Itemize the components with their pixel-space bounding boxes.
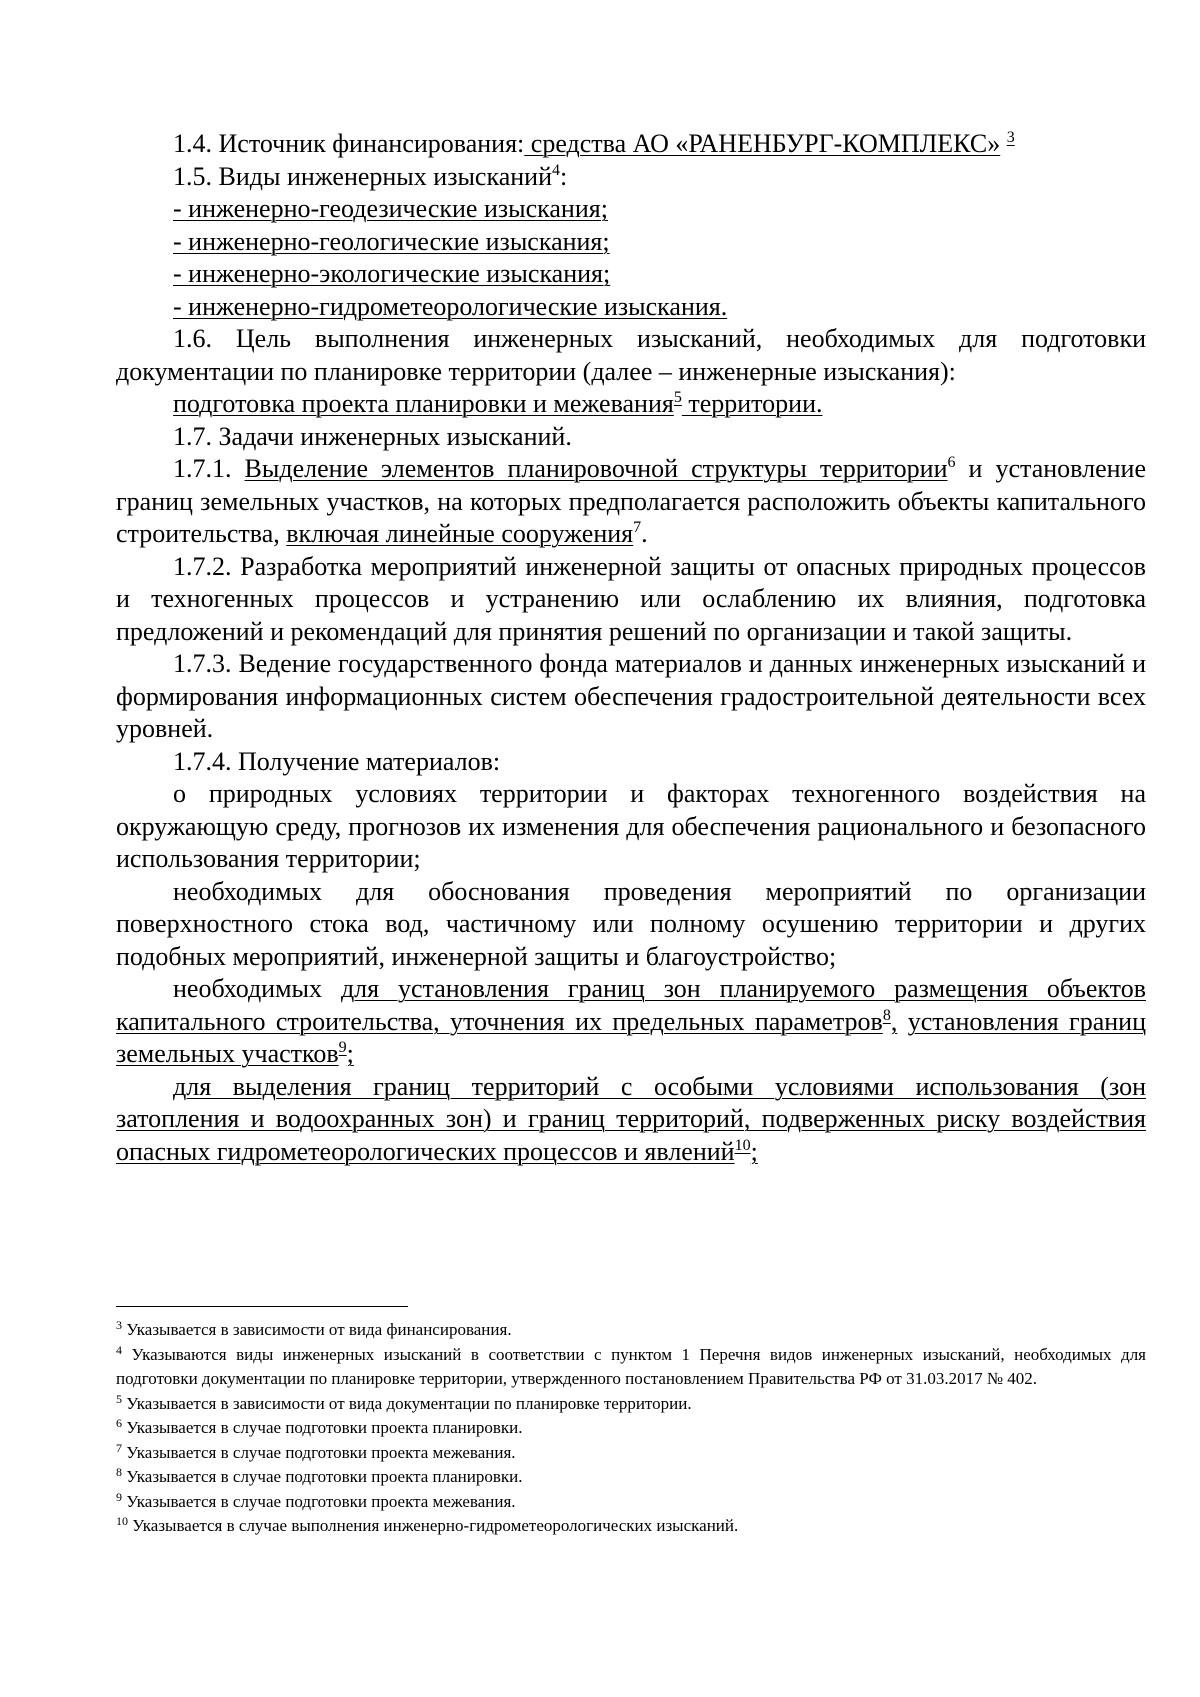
purpose-text-end: территории.: [681, 389, 823, 418]
footnote-ref-6: 6: [947, 454, 956, 471]
task-text: Выделение элементов планировочной структуры территории: [244, 454, 948, 483]
survey-type-text: - инженерно-геодезические изыскания;: [173, 194, 608, 223]
survey-type-text: - инженерно-экологические изыскания;: [173, 259, 611, 288]
footnote-text: Указывается в случае выполнения инженерно-гидрометеорологических изысканий.: [128, 1516, 739, 1535]
survey-type-item: [116, 258, 1146, 291]
footnote-number: 6: [116, 1416, 122, 1430]
task-text: включая линейные сооружения: [286, 519, 634, 548]
item-number: 1.7.1.: [173, 454, 245, 483]
footnote-text: Указывается в зависимости от вида документации по планировке территории.: [122, 1393, 692, 1413]
footnote-text: Указывается в случае подготовки проекта планировки.: [122, 1467, 523, 1486]
materials-item: [116, 973, 1146, 1071]
section-1-7-heading: 1.7. Задачи инженерных изысканий.: [173, 421, 572, 451]
section-1-6: 1.6. Цель выполнения инженерных изысканий, необходимых для подготовки документации по планировке территории (далее – инженерные изыскания):: [116, 324, 1146, 386]
footnote-number: 9: [116, 1489, 122, 1504]
materials-item: необходимых для обоснования проведения мероприятий по организации поверхностного стока вод, частичному или полному осушению территории и других подобных мероприятий, инженерной защиты и благоустройство;: [116, 876, 1146, 971]
footnote-text: Указываются виды инженерных изысканий в соответствии с пунктом 1 Перечня видов инженерных изысканий, необходимых для подготовки документации по планировке территории, утвержденного постановлением Правительства РФ от 31.03.2017 № 402.: [116, 1344, 1146, 1388]
materials-text: необходимых: [173, 974, 341, 1003]
footnote-number: 8: [116, 1465, 122, 1479]
financing-label: 1.4. Источник финансирования:: [173, 129, 525, 158]
section-1-4: [116, 128, 1146, 161]
footnotes: [116, 1318, 1146, 1539]
materials-item: [116, 1071, 1146, 1169]
footnote: [116, 1392, 1146, 1417]
task-text: и установление границ земельных участков, на которых предполагается расположить объекты капитального строительства,: [116, 454, 1146, 548]
comma: ,: [890, 1006, 898, 1036]
footnote-text: Указывается в случае подготовки проекта планировки.: [122, 1418, 523, 1437]
footnote: [116, 1490, 1146, 1515]
footnote: [116, 1416, 1146, 1441]
survey-type-item: [116, 226, 1146, 259]
semicolon: ;: [346, 1039, 354, 1068]
section-1-5: [116, 161, 1146, 194]
financing-source: средства АО «РАНЕНБУРГ-КОМПЛЕКС»: [524, 129, 1001, 158]
footnote: [116, 1514, 1146, 1539]
footnote: [116, 1343, 1146, 1392]
period: .: [641, 519, 648, 548]
footnote: [116, 1441, 1146, 1466]
section-1-7-4-heading: 1.7.4. Получение материалов:: [173, 746, 501, 776]
purpose-text: подготовка проекта планировки и межевания: [173, 389, 674, 418]
footnote-ref-9: 9: [338, 1039, 347, 1056]
colon: :: [560, 161, 568, 191]
section-1-7-1: [116, 453, 1146, 551]
survey-type-item: [116, 291, 1146, 324]
footnote-ref-10: 10: [734, 1136, 751, 1154]
footnote-ref-5: 5: [673, 389, 682, 406]
footnote-number: 10: [116, 1514, 128, 1528]
footnote: [116, 1318, 1146, 1343]
footnote-ref-7: 7: [633, 519, 642, 536]
footnote-text: Указывается в зависимости от вида финансирования.: [122, 1320, 512, 1339]
footnote-number: 7: [116, 1440, 122, 1455]
survey-type-item: [116, 193, 1146, 226]
footnote-separator: [116, 1306, 408, 1307]
section-1-7-3: 1.7.3. Ведение государственного фонда материалов и данных инженерных изысканий и формирования информационных систем обеспечения градостроительной деятельности всех уровней.: [116, 649, 1146, 743]
footnote: [116, 1465, 1146, 1490]
footnote-number: 3: [116, 1318, 122, 1332]
materials-text: для выделения границ территорий с особыми условиями использования (зон затопления и водоохранных зон) и границ территорий, подверженных риску воздействия опасных гидрометеорологических процессов и явлений: [116, 1071, 1146, 1166]
main-text: [116, 128, 1146, 1168]
semicolon: ;: [750, 1136, 758, 1166]
materials-item: о природных условиях территории и факторах техногенного воздействия на окружающую среду, прогнозов их изменения для обеспечения рационального и безопасного использования территории;: [116, 779, 1146, 873]
footnote-number: 5: [116, 1391, 122, 1406]
footnote-ref-4: 4: [552, 161, 560, 179]
survey-types-label: 1.5. Виды инженерных изысканий: [173, 161, 552, 191]
materials-text: установления границ земельных участков: [116, 1006, 1147, 1068]
materials-text: для установления границ зон планируемого размещения объектов капитального строительства, уточнения их предельных параметров: [116, 974, 1146, 1036]
survey-type-text: - инженерно-гидрометеорологические изыскания.: [173, 291, 728, 321]
footnote-text: Указывается в случае подготовки проекта межевания.: [122, 1491, 516, 1511]
footnote-text: Указывается в случае подготовки проекта межевания.: [122, 1442, 516, 1462]
section-1-7-2: 1.7.2. Разработка мероприятий инженерной защиты от опасных природных процессов и техногенных процессов и устранению или ослаблению их влияния, подготовка предложений и рекомендаций для принятия решений по организации и такой защиты.: [116, 551, 1146, 646]
footnote-ref-8: 8: [882, 1006, 891, 1024]
section-1-6-value: [116, 388, 1146, 421]
footnote-ref-3: 3: [1006, 129, 1015, 146]
survey-type-text: - инженерно-геологические изыскания;: [173, 226, 610, 256]
footnote-number: 4: [116, 1342, 122, 1357]
